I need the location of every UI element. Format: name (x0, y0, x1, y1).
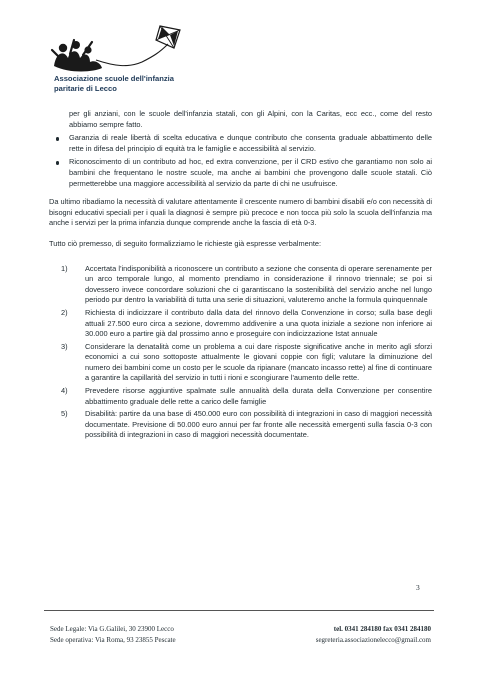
organization-name-line-2: paritarie di Lecco (54, 83, 117, 93)
phone-fax: tel. 0341 284180 fax 0341 284180 (333, 625, 431, 633)
bullet-text: Garanzia di reale libertà di scelta educativa e dunque contributo che consenta graduale abbattimento delle rette in difesa del principio di equità tra le famiglie e accessibilità al servizio. (69, 133, 432, 153)
bullet-text: Riconoscimento di un contributo ad hoc, ed extra convenzione, per il CRD estivo che garantiamo non solo ai bambini che frequentano le nostre scuole, ma anche ai bambini che provengono dalle scuole statali. Ciò permetterebbe una maggiore accessibilità al servizio da parte di chi ne usufruisce. (69, 157, 432, 188)
request-number: 1) (61, 263, 68, 273)
request-item (49, 264, 432, 306)
request-item (49, 342, 432, 384)
request-item (49, 409, 432, 441)
request-item (49, 308, 432, 340)
request-text: Disabilità: partire da una base di 450.000 euro con possibilità di integrazioni in caso di maggiori necessità documentate. Previsione di 50.000 euro annui per far fronte alle necessità emergenti sulla fascia 0-3 con possibilità di integrazioni in caso di maggiori necessità documentate. (85, 409, 432, 440)
footer-contacts (316, 624, 431, 646)
requests-list (49, 264, 432, 442)
request-text: Richiesta di indicizzare il contributo dalla data del rinnovo della Convenzione in corso; sulla base degli attuali 27.500 euro circa a sezione, dovremmo addivenire a una quota iniziale a sezione non inferiore ai 30.000 euro a partire già dal prossimo anno e proseguire con indicizzazione Istat annuale (85, 307, 432, 339)
bullet-dot-icon (56, 137, 59, 140)
legal-address: Sede Legale: Via G.Galilei, 30 23900 Lecco (50, 625, 174, 633)
request-number: 5) (61, 409, 68, 419)
document-body (49, 109, 432, 443)
bullet-item (49, 133, 432, 154)
organization-name (54, 74, 174, 93)
bullet-dot-icon (56, 161, 59, 164)
request-text: Accertata l'indisponibilità a riconoscere un contributo a sezione che consenta di operare serenamente per un arco temporale lungo, al momento prendiamo in considerazione il rinnovo triennale; se poi si dovessero invece concordare soluzioni che ci garantiscano la sostenibilità del servizio anche nel lungo periodo pur dentro la variabilità di tutta una serie di situazioni, valuteremo anche la formula quinquennale (85, 263, 432, 305)
request-number: 4) (61, 386, 68, 396)
request-item (49, 386, 432, 407)
disability-paragraph: Da ultimo ribadiamo la necessità di valutare attentamente il crescente numero di bambini disabili e/o con necessità di bisogni educativi speciali per i quali la diagnosi è sempre più precoce e non tocca più solo la scuola dell'infanzia ma anche i servizi per la prima infanzia dunque comprende anche la fascia di età 0-3. (49, 197, 432, 228)
email-address: segreteria.associazionelecco@gmail.com (315, 636, 431, 644)
request-text: Prevedere risorse aggiuntive spalmate sulle annualità della durata della Convenzione per consentire abbattimento graduale delle rette a carico delle famiglie (85, 386, 432, 406)
footer-divider (44, 610, 434, 611)
footer-addresses (50, 624, 176, 646)
requests-intro: Tutto ciò premesso, di seguito formalizziamo le richieste già espresse verbalmente: (49, 238, 322, 248)
kite-and-children-logo-icon (50, 22, 190, 78)
organization-name-line-1: Associazione scuole dell'infanzia (54, 74, 174, 83)
continued-bullet-text: per gli anziani, con le scuole dell'infanzia statali, con gli Alpini, con la Caritas, ecc ecc., come del resto abbiamo sempre fatto. (69, 109, 432, 129)
request-number: 3) (61, 341, 68, 351)
page-number: 3 (416, 583, 420, 592)
bullet-item (49, 157, 432, 189)
operative-address: Sede operativa: Via Roma, 93 23855 Pescate (50, 636, 176, 644)
bullet-list (49, 133, 432, 189)
request-text: Considerare la denatalità come un problema a cui dare risposte significative anche in merito agli sforzi economici a cui sono sottoposte attualmente le giovani coppie con figli; valutare la diminuzione del numero dei bambini come un costo per le scuole da ripianare (mancato incasso rette) al fine di continuare a garantire la capillarità del servizio in tutti i rioni e scongiurare l'aumento delle rette. (85, 341, 432, 383)
request-number: 2) (61, 307, 68, 317)
